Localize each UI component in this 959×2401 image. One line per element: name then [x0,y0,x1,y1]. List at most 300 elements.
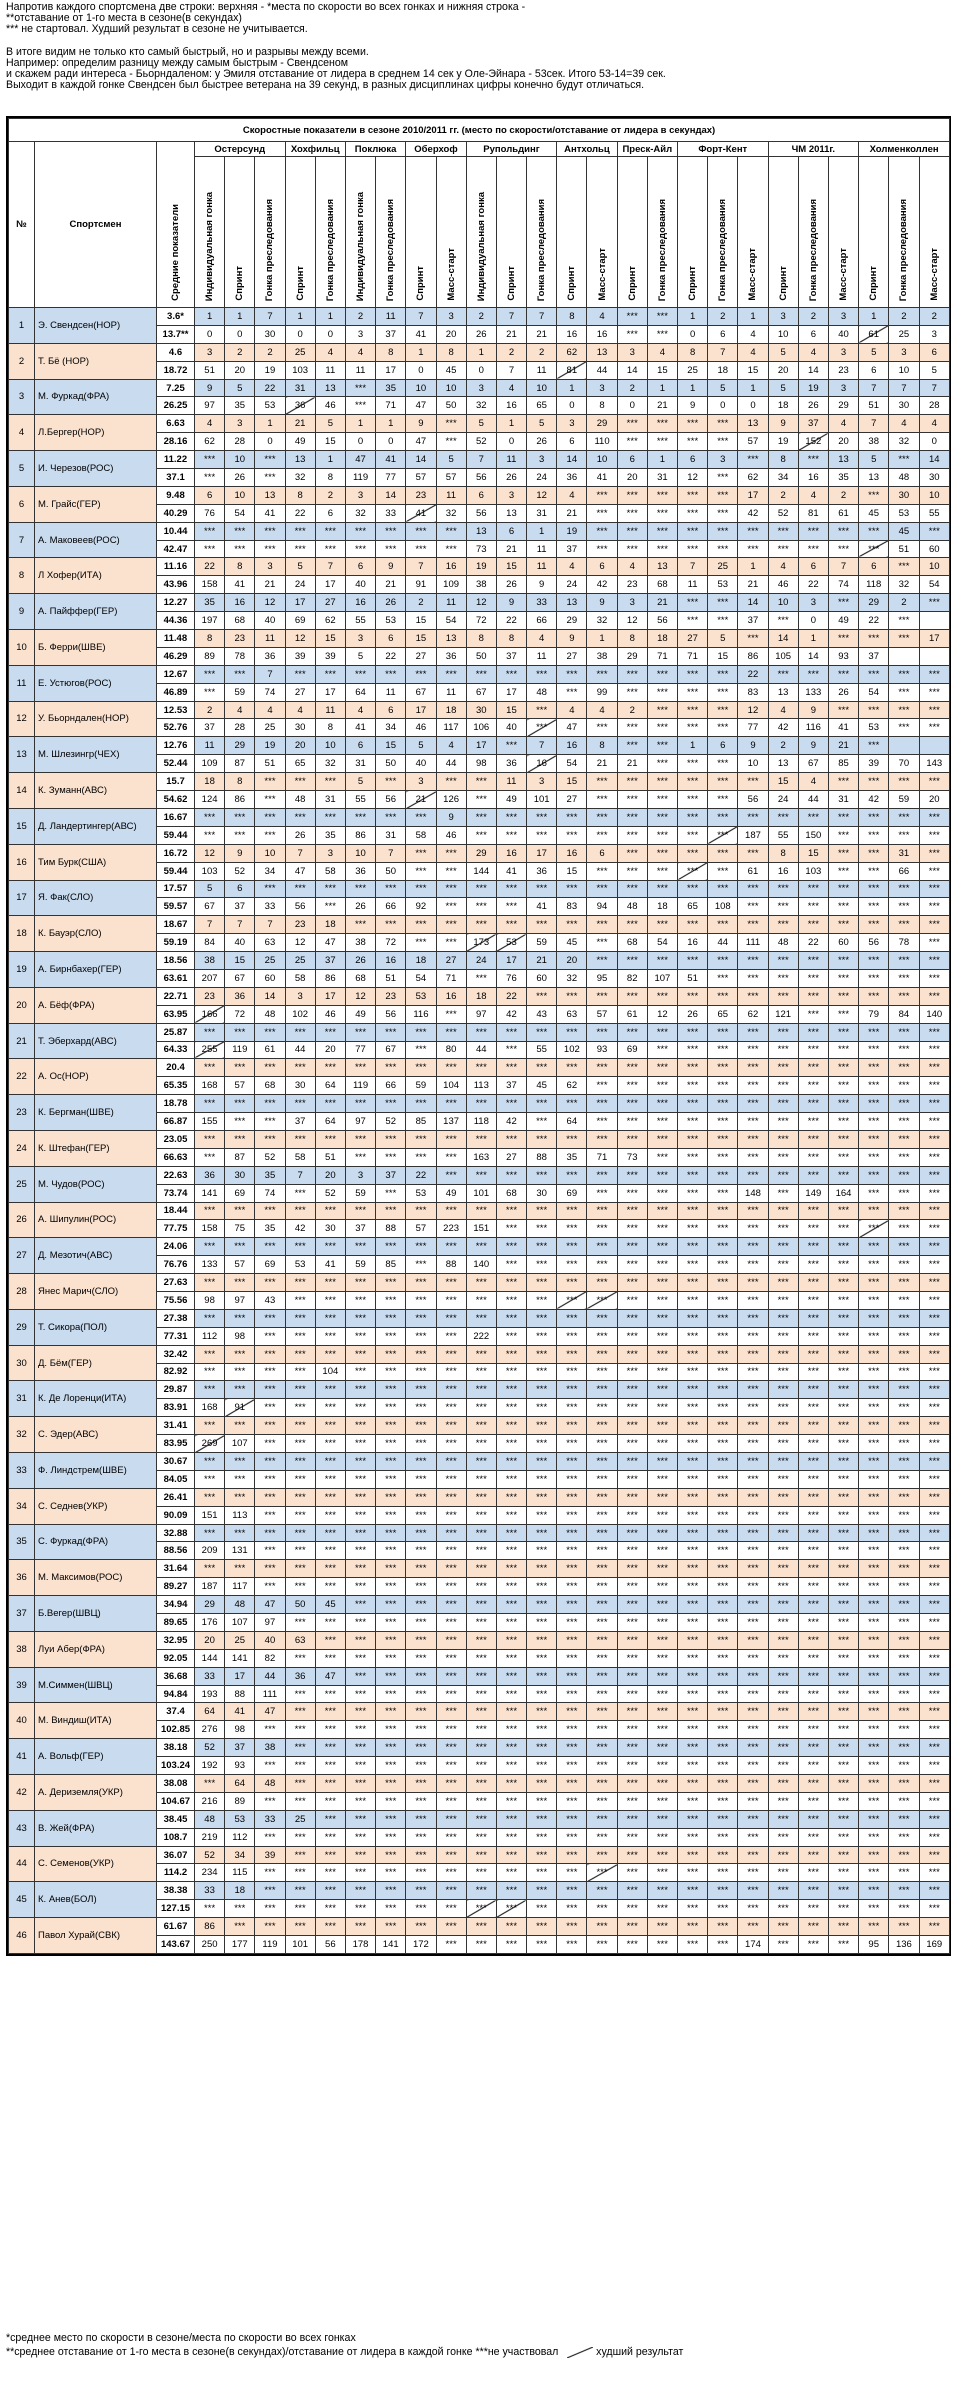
gap-cell: 30 [527,1184,557,1202]
athlete-number: 28 [9,1274,35,1310]
place-cell: 6 [587,558,617,576]
place-cell: 47 [345,451,375,469]
race-type-label: Гонка преследования [717,198,729,301]
place-cell: *** [557,1130,587,1148]
gap-cell: 119 [345,469,375,487]
place-cell: *** [678,1238,708,1256]
gap-cell: *** [376,1470,406,1488]
place-cell: 2 [255,343,285,361]
place-cell: 21 [527,952,557,970]
place-cell: *** [798,522,828,540]
place-cell: 9 [195,379,225,397]
gap-cell: *** [315,1721,345,1739]
place-cell: 10 [255,844,285,862]
gap-cell: 53 [859,719,889,737]
gap-cell: *** [828,1864,858,1882]
place-cell: *** [436,1309,466,1327]
place-cell: 6 [376,630,406,648]
gap-cell: 42 [587,576,617,594]
gap-cell: 15 [406,612,436,630]
place-cell: *** [708,1095,738,1113]
place-cell: *** [466,1274,496,1292]
place-cell: *** [768,916,798,934]
place-cell: *** [557,808,587,826]
place-cell: *** [678,594,708,612]
average-gap: 59.57 [157,898,195,916]
gap-cell: *** [587,1721,617,1739]
place-cell: 8 [557,308,587,326]
place-cell: *** [678,880,708,898]
gap-cell: *** [859,826,889,844]
place-cell: *** [738,1524,768,1542]
gap-cell: 11 [527,361,557,379]
place-cell: *** [738,1130,768,1148]
gap-cell: *** [496,1363,526,1381]
gap-cell: *** [889,1900,919,1918]
place-cell: *** [285,1453,315,1471]
gap-cell: *** [647,1041,677,1059]
place-cell: *** [527,1667,557,1685]
gap-cell: *** [436,1506,466,1524]
gap-cell: *** [285,1649,315,1667]
gap-cell: *** [527,1506,557,1524]
athlete-row [9,1918,950,1936]
place-cell: *** [406,1918,436,1936]
gap-cell: 14 [798,647,828,665]
gap-cell: 0 [376,433,406,451]
place-cell: *** [828,1631,858,1649]
place-cell: *** [527,808,557,826]
gap-cell: *** [527,1936,557,1954]
gap-cell: *** [406,1792,436,1810]
place-cell: *** [557,1524,587,1542]
place-cell: 37 [798,415,828,433]
place-cell: *** [889,1846,919,1864]
race-type-label: Гонка преследования [264,198,276,301]
place-cell: *** [527,1417,557,1435]
gap-cell: *** [345,1327,375,1345]
gap-cell: *** [527,1792,557,1810]
gap-cell: *** [828,1148,858,1166]
place-cell: *** [285,1274,315,1292]
average-gap: 89.27 [157,1578,195,1596]
place-cell: *** [255,1274,285,1292]
place-cell: 29 [466,844,496,862]
gap-cell: 61 [617,1005,647,1023]
place-cell: 4 [527,630,557,648]
place-cell: 4 [889,415,919,433]
gap-cell: *** [436,1721,466,1739]
place-cell: *** [466,1524,496,1542]
gap-cell: *** [466,1649,496,1667]
place-cell: *** [285,1488,315,1506]
gap-cell: 70 [889,755,919,773]
gap-cell: 17 [376,361,406,379]
gap-cell: *** [617,1435,647,1453]
place-cell: *** [225,1453,255,1471]
place-cell: *** [798,1130,828,1148]
place-cell: 4 [798,773,828,791]
gap-cell: *** [195,826,225,844]
gap-cell: 14 [617,361,647,379]
gap-cell: 52 [255,1148,285,1166]
athlete-name: Д. Ландертингер(АВС) [35,808,157,844]
gap-cell: 28 [225,719,255,737]
average-gap: 84.05 [157,1470,195,1488]
gap-cell: 223 [436,1220,466,1238]
place-cell: *** [376,1453,406,1471]
venue-header: Антхольц [557,142,617,157]
gap-cell: 24 [768,791,798,809]
place-cell: 25 [285,343,315,361]
gap-cell: 66 [889,862,919,880]
gap-cell: 40 [406,755,436,773]
gap-cell: *** [647,1327,677,1345]
place-cell: 38 [195,952,225,970]
place-cell: 18 [466,987,496,1005]
place-cell: *** [678,522,708,540]
place-cell: *** [738,880,768,898]
place-cell: *** [889,1023,919,1041]
average-place: 16.67 [157,808,195,826]
place-cell: *** [345,1059,375,1077]
gap-cell: 32 [285,469,315,487]
place-cell: *** [315,1775,345,1793]
place-cell: *** [376,1667,406,1685]
place-cell: 3 [557,415,587,433]
gap-cell: *** [587,1685,617,1703]
place-cell: *** [557,1023,587,1041]
place-cell: *** [708,1274,738,1292]
legend-line-2-text: **среднее отставание от 1-го места в сезоне(в секундах)/отставание от лидера в каждой гонке ***не участвовал [6,2346,559,2358]
place-cell: *** [617,737,647,755]
gap-cell: *** [587,1291,617,1309]
gap-cell: *** [889,1542,919,1560]
place-cell: *** [828,1274,858,1292]
gap-cell: *** [557,1614,587,1632]
place-cell: *** [587,1631,617,1649]
gap-cell: 71 [587,1148,617,1166]
gap-cell: 102 [285,1005,315,1023]
place-cell: *** [798,1775,828,1793]
gap-cell: *** [376,1291,406,1309]
athlete-row [9,1130,950,1148]
place-cell: 4 [496,379,526,397]
race-type-header [436,157,466,308]
gap-cell: 51 [678,969,708,987]
place-cell: *** [496,1524,526,1542]
gap-cell: *** [496,1220,526,1238]
gap-cell: 54 [436,612,466,630]
gap-cell: 16 [557,325,587,343]
gap-cell: *** [315,1578,345,1596]
gap-cell: 32 [345,504,375,522]
place-cell: 22 [406,1166,436,1184]
place-cell: 15 [557,773,587,791]
gap-cell: 23 [617,576,647,594]
place-cell: *** [859,952,889,970]
gap-cell: 137 [436,1113,466,1131]
place-cell: *** [889,808,919,826]
place-cell: *** [617,1309,647,1327]
gap-cell: *** [285,1435,315,1453]
gap-cell: *** [466,1685,496,1703]
place-cell: *** [859,1453,889,1471]
gap-cell: 51 [376,969,406,987]
gap-cell: 59 [889,791,919,809]
gap-cell: *** [436,1435,466,1453]
gap-cell: *** [195,1900,225,1918]
gap-cell: *** [678,1649,708,1667]
gap-cell: 42 [285,1220,315,1238]
place-cell: *** [647,1417,677,1435]
place-cell: 13 [436,630,466,648]
place-cell: *** [768,1130,798,1148]
place-cell: *** [889,1166,919,1184]
place-cell: 7 [315,558,345,576]
average-gap: 52.44 [157,755,195,773]
place-cell: *** [496,1345,526,1363]
place-cell: *** [768,1882,798,1900]
gap-cell: *** [557,1792,587,1810]
gap-cell: *** [708,1578,738,1596]
place-cell: *** [557,1166,587,1184]
gap-cell: 63 [255,934,285,952]
gap-cell: 131 [225,1542,255,1560]
gap-cell: 26 [678,1005,708,1023]
average-place: 11.48 [157,630,195,648]
average-gap: 143.67 [157,1936,195,1954]
place-cell: 10 [315,737,345,755]
gap-cell: 49 [496,791,526,809]
gap-cell: 140 [466,1256,496,1274]
gap-cell: *** [828,1685,858,1703]
gap-cell: *** [647,862,677,880]
place-cell: 9 [406,415,436,433]
average-place: 18.56 [157,952,195,970]
gap-cell: *** [768,969,798,987]
place-cell: 23 [376,987,406,1005]
gap-cell: *** [315,1435,345,1453]
place-cell: *** [828,1166,858,1184]
gap-cell: 61 [859,325,889,343]
gap-cell: *** [617,1184,647,1202]
place-cell: 15 [496,558,526,576]
place-cell: *** [345,1274,375,1292]
gap-cell: 15 [557,862,587,880]
gap-cell: *** [889,1256,919,1274]
place-cell: 7 [889,379,919,397]
gap-cell: *** [859,1291,889,1309]
gap-cell: *** [406,1828,436,1846]
place-cell: 23 [285,916,315,934]
gap-cell: *** [557,1291,587,1309]
place-cell: *** [436,1166,466,1184]
gap-cell: 14 [798,361,828,379]
gap-cell: 16 [678,934,708,952]
place-cell: 30 [889,486,919,504]
gap-cell: 66 [376,898,406,916]
gap-cell: *** [617,1828,647,1846]
place-cell: *** [828,1417,858,1435]
race-type-label: Спринт [294,266,306,301]
gap-cell: 53 [708,576,738,594]
gap-cell: *** [678,1435,708,1453]
gap-cell: *** [738,1649,768,1667]
average-gap: 83.95 [157,1435,195,1453]
gap-cell: 21 [406,791,436,809]
place-cell: 10 [436,379,466,397]
place-cell: 2 [798,308,828,326]
gap-cell: *** [436,1828,466,1846]
place-cell: *** [376,522,406,540]
place-cell: *** [587,1488,617,1506]
gap-cell: 95 [859,1936,889,1954]
race-type-label: Масс-старт [596,248,608,301]
gap-cell: *** [738,1792,768,1810]
gap-cell: *** [738,1470,768,1488]
place-cell: *** [828,1202,858,1220]
gap-cell: 0 [466,361,496,379]
venue-header: Хохфильц [285,142,345,157]
gap-cell: *** [376,1148,406,1166]
gap-cell: *** [678,1685,708,1703]
gap-cell: *** [708,1721,738,1739]
gap-cell: 143 [919,755,950,773]
race-type-label: Гонка преследования [898,198,910,301]
gap-cell: 30 [285,719,315,737]
place-cell: *** [345,1810,375,1828]
gap-cell: *** [647,1363,677,1381]
gap-cell: *** [919,1828,950,1846]
place-cell: 24 [466,952,496,970]
place-cell: 23 [406,486,436,504]
place-cell: 2 [225,343,255,361]
athlete-row [9,987,950,1005]
gap-cell: *** [557,1578,587,1596]
average-gap: 94.84 [157,1685,195,1703]
athlete-number: 44 [9,1846,35,1882]
place-cell: 15 [496,701,526,719]
gap-cell: *** [436,1327,466,1345]
place-cell: *** [708,1631,738,1649]
place-cell: 6 [798,558,828,576]
place-cell: 3 [527,773,557,791]
gap-cell: *** [617,1291,647,1309]
place-cell: 17 [285,594,315,612]
place-cell: *** [859,880,889,898]
gap-cell: 37 [195,719,225,737]
gap-cell: 19 [768,433,798,451]
gap-cell: *** [587,934,617,952]
athlete-number: 14 [9,773,35,809]
place-cell: *** [678,665,708,683]
gap-cell: 0 [496,433,526,451]
athlete-name: К. Бергман(ШВЕ) [35,1095,157,1131]
gap-cell: *** [617,1542,647,1560]
place-cell: *** [708,1739,738,1757]
gap-cell: *** [678,719,708,737]
gap-cell: 44 [587,361,617,379]
gap-cell: *** [587,1184,617,1202]
gap-cell: *** [225,1900,255,1918]
gap-cell: 40 [828,325,858,343]
average-gap: 26.25 [157,397,195,415]
gap-cell: 104 [436,1077,466,1095]
gap-cell: *** [315,1506,345,1524]
gap-cell: *** [496,1435,526,1453]
gap-cell: 17 [315,576,345,594]
gap-cell: *** [919,1327,950,1345]
gap-cell: 207 [195,969,225,987]
gap-cell: *** [255,1113,285,1131]
gap-cell: *** [919,1900,950,1918]
gap-cell: 64 [315,1113,345,1131]
gap-cell: 24 [557,576,587,594]
place-cell: *** [647,1667,677,1685]
gap-cell: 15 [315,433,345,451]
place-cell: *** [798,1309,828,1327]
place-cell: *** [406,1775,436,1793]
gap-cell: 97 [195,397,225,415]
gap-cell: *** [376,1685,406,1703]
gap-cell: 55 [527,1041,557,1059]
gap-cell: *** [798,1757,828,1775]
gap-cell: 51 [859,397,889,415]
place-cell: *** [436,1345,466,1363]
place-cell: *** [376,1596,406,1614]
place-cell: *** [647,415,677,433]
place-cell: *** [496,1560,526,1578]
place-cell: *** [406,1596,436,1614]
place-cell: *** [527,1596,557,1614]
place-cell: *** [828,1488,858,1506]
average-place: 38.45 [157,1810,195,1828]
gap-cell: *** [617,1256,647,1274]
gap-cell: *** [768,1470,798,1488]
gap-cell: 64 [557,1113,587,1131]
place-cell: *** [708,594,738,612]
gap-cell: 98 [225,1721,255,1739]
place-cell: *** [919,1703,950,1721]
gap-cell: *** [285,1685,315,1703]
place-cell: *** [406,1417,436,1435]
gap-cell: *** [617,1220,647,1238]
race-type-header [798,157,828,308]
gap-cell: *** [557,1721,587,1739]
place-cell: *** [828,1130,858,1148]
place-cell: *** [527,1775,557,1793]
gap-cell: *** [647,1184,677,1202]
place-cell: *** [557,665,587,683]
gap-cell: 77 [376,469,406,487]
gap-cell: *** [678,1506,708,1524]
gap-cell: *** [647,1685,677,1703]
place-cell: 7 [527,308,557,326]
gap-cell: *** [557,1757,587,1775]
gap-cell: *** [647,1614,677,1632]
gap-cell: 119 [345,1077,375,1095]
place-cell: *** [315,1309,345,1327]
gap-cell: *** [678,1184,708,1202]
place-cell: *** [466,880,496,898]
gap-cell: *** [798,1005,828,1023]
gap-cell: 56 [859,934,889,952]
place-cell: 52 [195,1739,225,1757]
place-cell: *** [798,987,828,1005]
place-cell: *** [466,1882,496,1900]
gap-cell: *** [315,1327,345,1345]
